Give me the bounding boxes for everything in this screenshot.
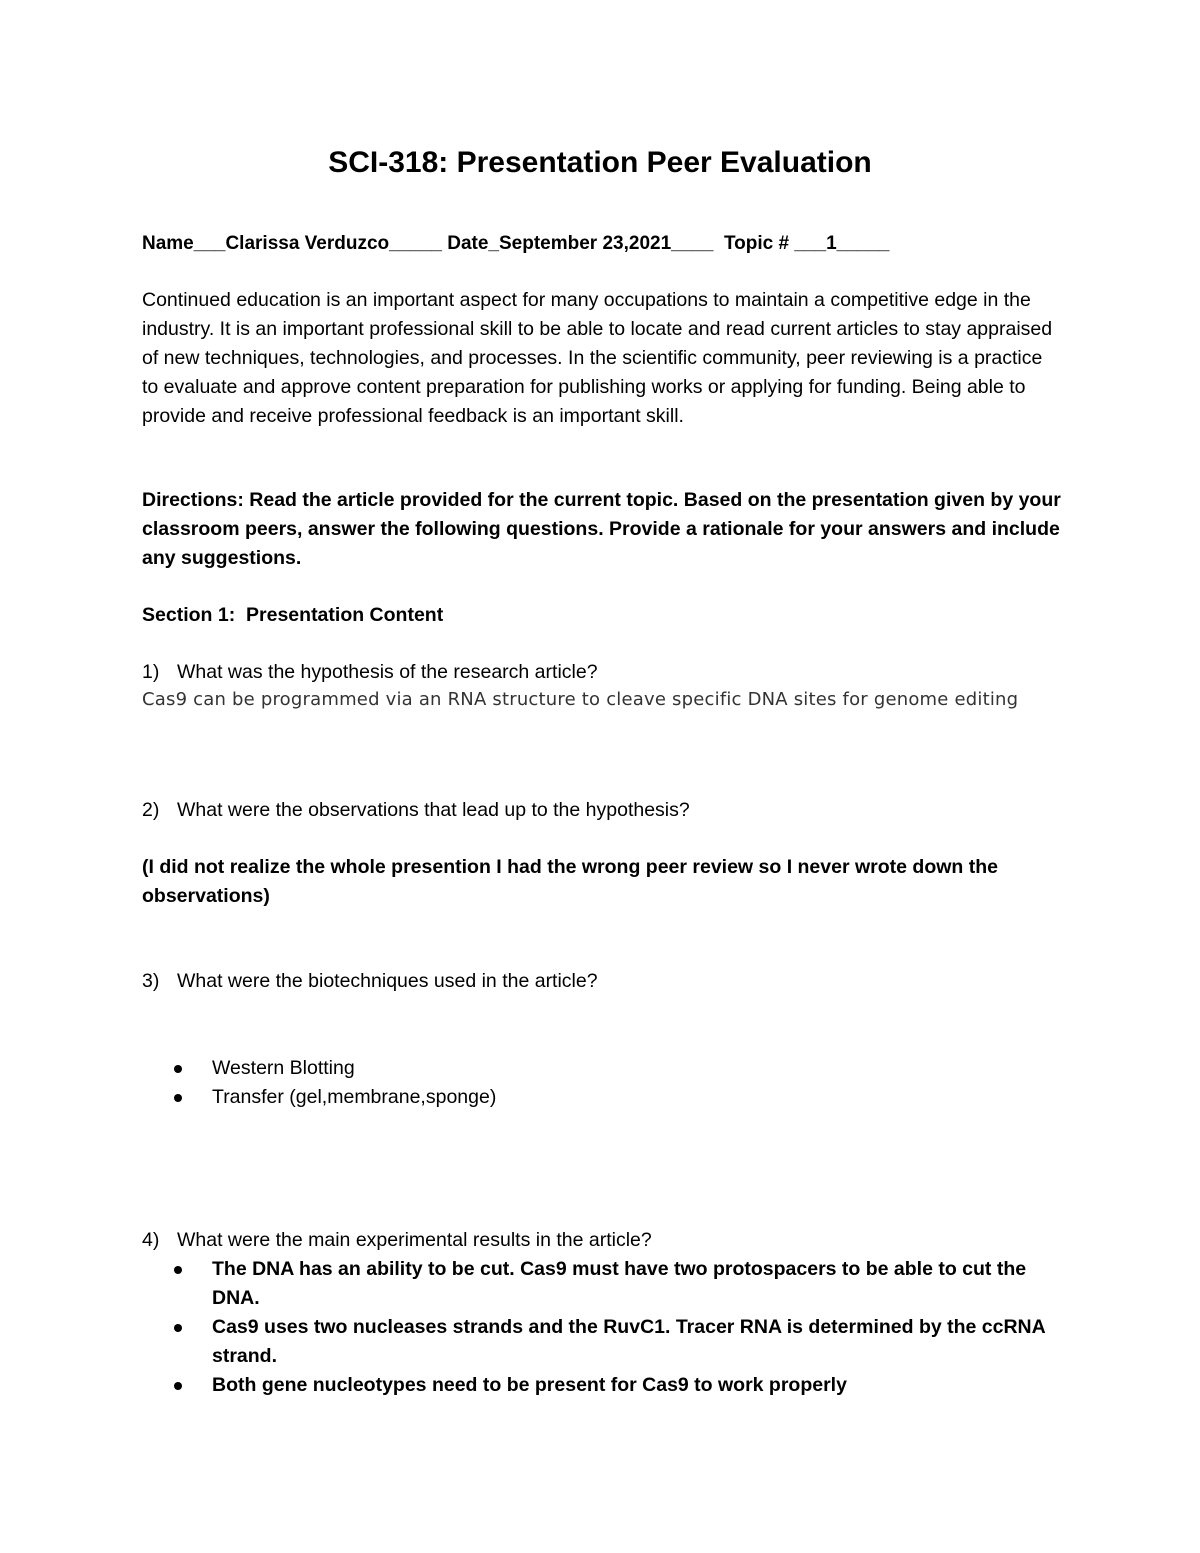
question-2-text: What were the observations that lead up to the hypothesis? [177,799,690,821]
section-1-title: Section 1: Presentation Content [142,604,444,626]
list-item [172,1255,1062,1313]
list-item-text: Both gene nucleotypes need to be present for Cas9 to work properly [212,1374,847,1396]
question-1 [142,658,1062,687]
question-4-text: What were the main experimental results in the article? [177,1229,652,1251]
bullet-icon [174,1266,182,1274]
question-4 [142,1226,1062,1255]
question-3 [142,967,1062,996]
list-item-text: Transfer (gel,membrane,sponge) [212,1086,497,1108]
question-1-answer: Cas9 can be programmed via an RNA structure to cleave specific DNA sites for genome editing [142,689,1019,710]
question-1-text: What was the hypothesis of the research article? [177,661,598,683]
bullet-icon [174,1324,182,1332]
question-2-answer: (I did not realize the whole presention I had the wrong peer review so I never wrote down the observations) [142,856,998,907]
question-3-number: 3) [142,970,160,992]
list-item-text: Western Blotting [212,1057,355,1079]
question-2-number: 2) [142,799,160,821]
list-item-text: Cas9 uses two nucleases strands and the RuvC1. Tracer RNA is determined by the ccRNA strand. [212,1316,1045,1367]
name-date-topic-line: Name___Clarissa Verduzco_____ Date_September 23,2021____ Topic # ___1_____ [142,233,890,254]
question-4-bullet-list [172,1255,1062,1400]
list-item [172,1083,1062,1112]
bullet-icon [174,1094,182,1102]
document-title: SCI-318: Presentation Peer Evaluation [328,146,872,179]
question-3-text: What were the biotechniques used in the article? [177,970,598,992]
question-2 [142,796,1062,825]
list-item [172,1313,1062,1371]
list-item [172,1371,1062,1400]
bullet-icon [174,1382,182,1390]
question-1-number: 1) [142,661,160,683]
intro-paragraph: Continued education is an important aspect for many occupations to maintain a competitive edge in the industry. It is an important professional skill to be able to locate and read current articles to stay appraised of new techniques, technologies, and processes. In the scientific community, peer reviewing is a practice to evaluate and approve content preparation for publishing works or applying for funding. Being able to provide and receive professional feedback is an important skill. [142,289,1053,427]
bullet-icon [174,1065,182,1073]
question-3-bullet-list [172,1054,1062,1112]
list-item [172,1054,1062,1083]
directions-paragraph: Directions: Read the article provided for the current topic. Based on the presentation given by your classroom peers, answer the following questions. Provide a rationale for your answers and include any suggestions. [142,489,1061,569]
question-4-number: 4) [142,1229,160,1251]
list-item-text: The DNA has an ability to be cut. Cas9 must have two protospacers to be able to cut the DNA. [212,1258,1027,1309]
